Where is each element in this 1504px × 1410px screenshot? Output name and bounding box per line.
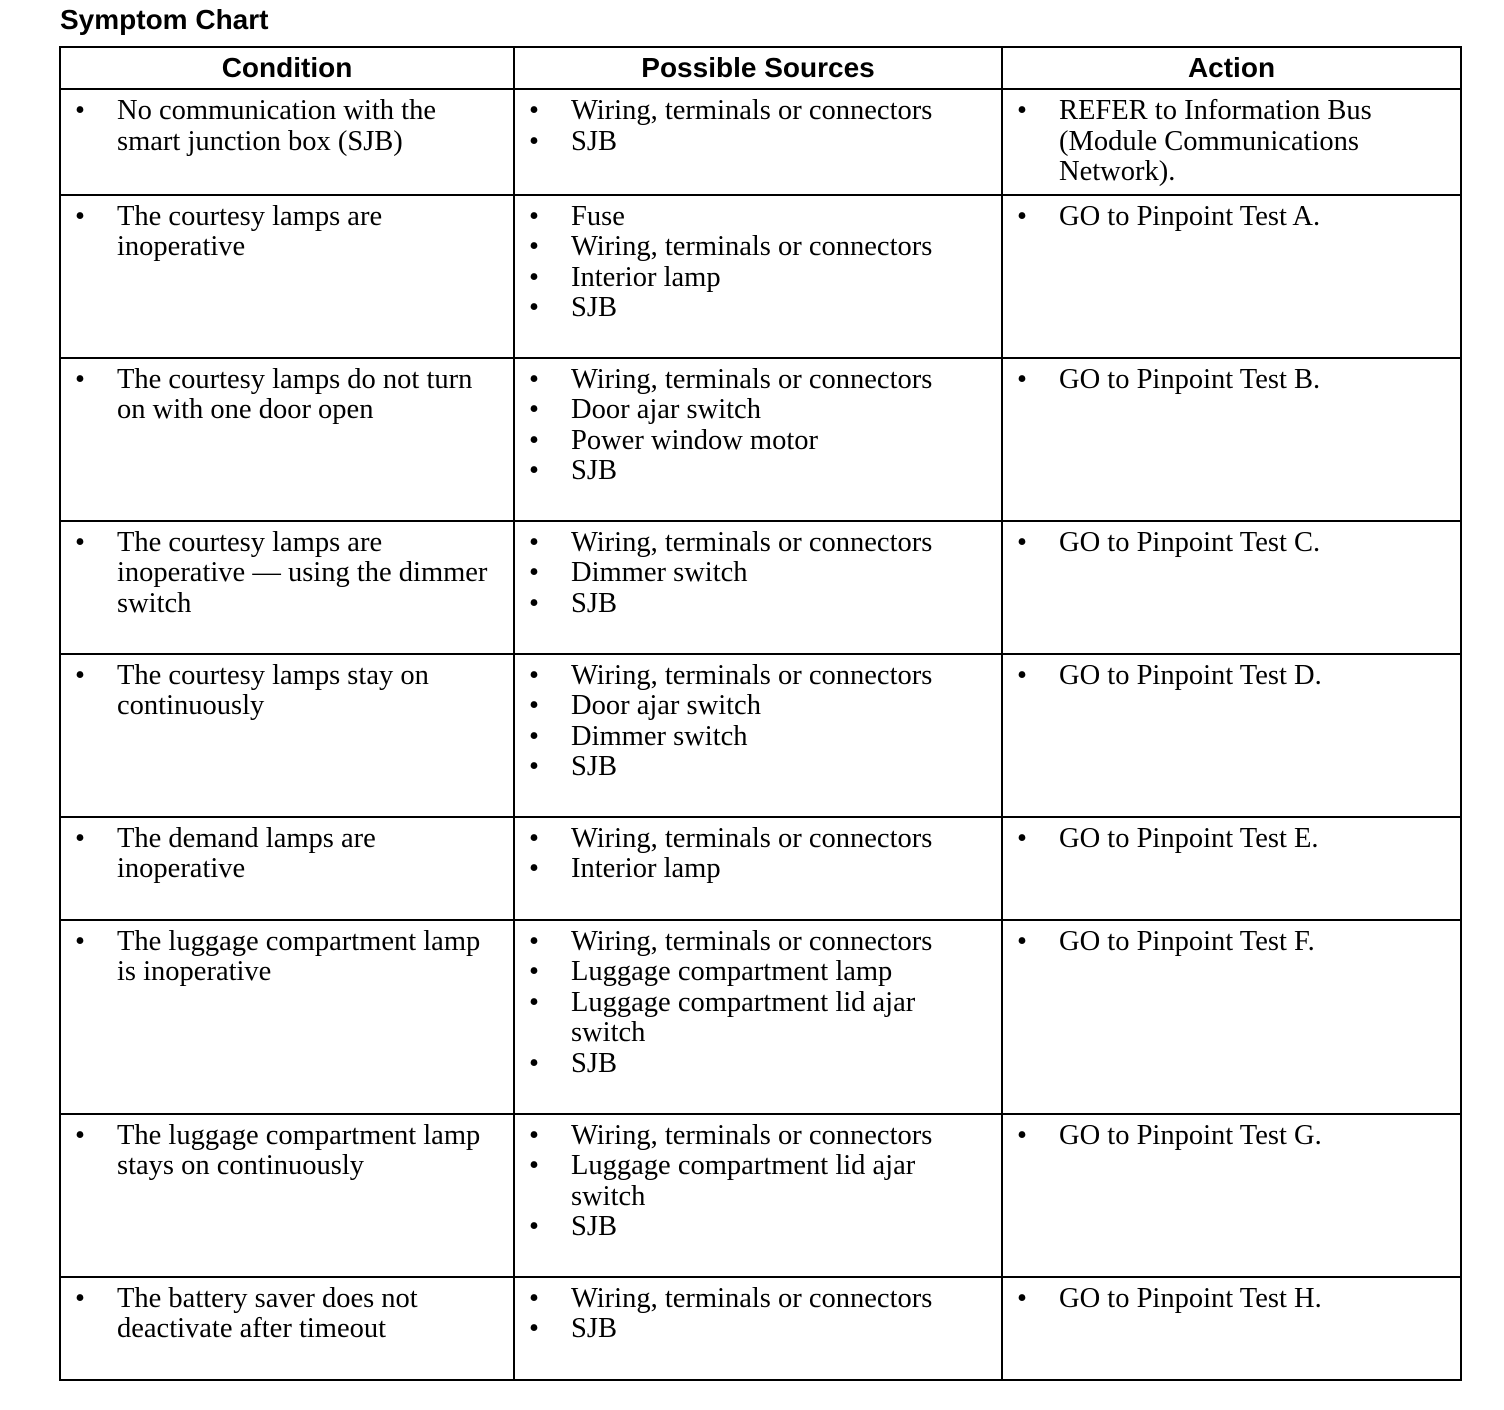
source-item: • SJB <box>515 589 1001 620</box>
action-cell <box>1002 89 1461 195</box>
condition-text: • The luggage compartment lamp is inoperative <box>61 927 513 988</box>
condition-cell <box>60 195 514 358</box>
table-header-row <box>60 47 1461 89</box>
header-possible-sources: Possible Sources <box>514 47 1002 89</box>
source-item: • Wiring, terminals or connectors <box>515 824 1001 855</box>
source-item: • SJB <box>515 127 1001 158</box>
source-item: • Wiring, terminals or connectors <box>515 661 1001 692</box>
action-text: • REFER to Information Bus (Module Communications Network). <box>1003 96 1460 188</box>
action-text: • GO to Pinpoint Test D. <box>1003 661 1460 692</box>
action-cell <box>1002 1277 1461 1380</box>
condition-text: • The demand lamps are inoperative <box>61 824 513 885</box>
action-text: • GO to Pinpoint Test A. <box>1003 202 1460 233</box>
table-row <box>60 817 1461 920</box>
source-item: • Wiring, terminals or connectors <box>515 1121 1001 1152</box>
action-text: • GO to Pinpoint Test F. <box>1003 927 1460 958</box>
action-text: • GO to Pinpoint Test E. <box>1003 824 1460 855</box>
action-text: • GO to Pinpoint Test C. <box>1003 528 1460 559</box>
action-cell <box>1002 358 1461 521</box>
source-item: • Luggage compartment lamp <box>515 957 1001 988</box>
condition-text: • The courtesy lamps are inoperative — using the dimmer switch <box>61 528 513 620</box>
source-item: • Wiring, terminals or connectors <box>515 96 1001 127</box>
source-item: • Wiring, terminals or connectors <box>515 365 1001 396</box>
possible-sources-cell <box>514 1277 1002 1380</box>
source-item: • Wiring, terminals or connectors <box>515 927 1001 958</box>
table-row <box>60 654 1461 817</box>
header-condition: Condition <box>60 47 514 89</box>
action-text: • GO to Pinpoint Test G. <box>1003 1121 1460 1152</box>
action-text: • GO to Pinpoint Test H. <box>1003 1284 1460 1315</box>
header-action: Action <box>1002 47 1461 89</box>
table-row <box>60 521 1461 654</box>
source-item: • Fuse <box>515 202 1001 233</box>
condition-text: • The courtesy lamps stay on continuously <box>61 661 513 722</box>
action-cell <box>1002 521 1461 654</box>
table-row <box>60 1277 1461 1380</box>
source-item: • SJB <box>515 1314 1001 1345</box>
condition-cell <box>60 521 514 654</box>
possible-sources-cell <box>514 654 1002 817</box>
condition-text: • The courtesy lamps are inoperative <box>61 202 513 263</box>
condition-text: • No communication with the smart junction box (SJB) <box>61 96 513 157</box>
source-item: • SJB <box>515 293 1001 324</box>
condition-cell <box>60 654 514 817</box>
source-item: • SJB <box>515 456 1001 487</box>
chart-title: Symptom Chart <box>60 4 269 35</box>
possible-sources-cell <box>514 817 1002 920</box>
source-item: • SJB <box>515 1212 1001 1243</box>
condition-text: • The courtesy lamps do not turn on with one door open <box>61 365 513 426</box>
table-row <box>60 89 1461 195</box>
condition-cell <box>60 817 514 920</box>
condition-cell <box>60 920 514 1114</box>
source-item: • SJB <box>515 752 1001 783</box>
condition-text: • The battery saver does not deactivate after timeout <box>61 1284 513 1345</box>
condition-cell <box>60 89 514 195</box>
source-item: • Wiring, terminals or connectors <box>515 528 1001 559</box>
source-item: • Interior lamp <box>515 854 1001 885</box>
possible-sources-cell <box>514 920 1002 1114</box>
source-item: • Luggage compartment lid ajar switch <box>515 1151 1001 1212</box>
source-item: • Luggage compartment lid ajar switch <box>515 988 1001 1049</box>
condition-text: • The luggage compartment lamp stays on continuously <box>61 1121 513 1182</box>
possible-sources-cell <box>514 195 1002 358</box>
possible-sources-cell <box>514 358 1002 521</box>
action-cell <box>1002 817 1461 920</box>
condition-cell <box>60 1114 514 1277</box>
action-cell <box>1002 1114 1461 1277</box>
source-item: • Wiring, terminals or connectors <box>515 1284 1001 1315</box>
source-item: • Wiring, terminals or connectors <box>515 232 1001 263</box>
source-item: • Door ajar switch <box>515 691 1001 722</box>
table-row <box>60 920 1461 1114</box>
source-item: • SJB <box>515 1049 1001 1080</box>
possible-sources-cell <box>514 89 1002 195</box>
possible-sources-cell <box>514 521 1002 654</box>
table-row <box>60 1114 1461 1277</box>
source-item: • Interior lamp <box>515 263 1001 294</box>
symptom-table <box>59 46 1462 1381</box>
action-cell <box>1002 195 1461 358</box>
source-item: • Power window motor <box>515 426 1001 457</box>
action-cell <box>1002 920 1461 1114</box>
table-body <box>60 89 1461 1380</box>
source-item: • Dimmer switch <box>515 722 1001 753</box>
source-item: • Dimmer switch <box>515 558 1001 589</box>
possible-sources-cell <box>514 1114 1002 1277</box>
condition-cell <box>60 358 514 521</box>
condition-cell <box>60 1277 514 1380</box>
source-item: • Door ajar switch <box>515 395 1001 426</box>
action-cell <box>1002 654 1461 817</box>
action-text: • GO to Pinpoint Test B. <box>1003 365 1460 396</box>
table-row <box>60 358 1461 521</box>
table-row <box>60 195 1461 358</box>
